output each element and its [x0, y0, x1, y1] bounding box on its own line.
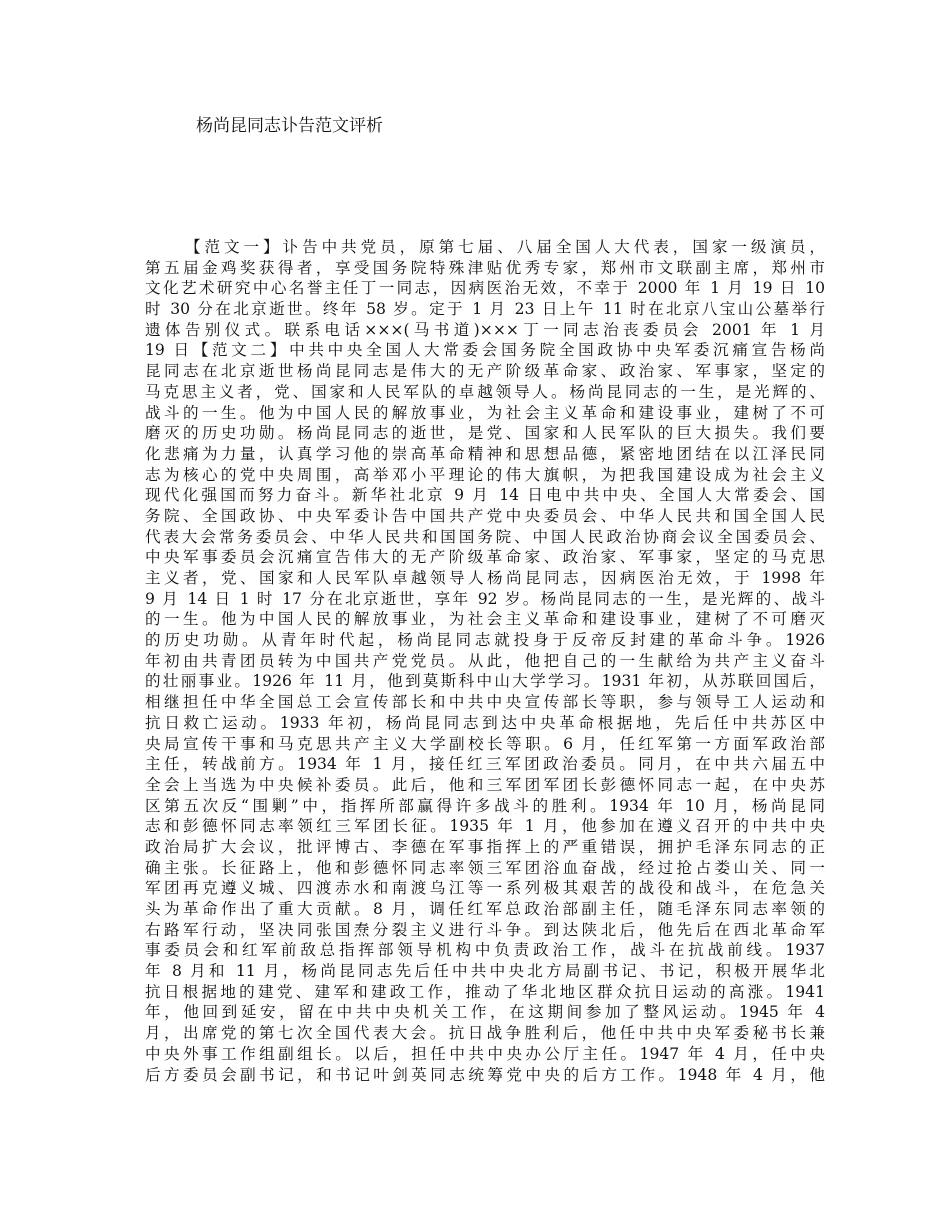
- body-line: 主任，转战前方。1934 年 1 月，接任红三军团政治委员。同月，在中共六届五中: [145, 755, 825, 774]
- body-line: 志为核心的党中央周围，高举邓小平理论的伟大旗帜，为把我国建设成为社会主义: [145, 465, 825, 484]
- body-line: 的历史功勋。从青年时代起，杨尚昆同志就投身于反帝反封建的革命斗争。1926: [145, 631, 825, 650]
- body-line: 年 8 月和 11 月，杨尚昆同志先后任中共中央北方局副书记、书记，积极开展华北: [145, 962, 825, 981]
- body-line: 月，出席党的第七次全国代表大会。抗日战争胜利后，他任中共中央军委秘书长兼: [145, 1024, 825, 1043]
- body-line: 全会上当选为中央候补委员。此后，他和三军团军团长彭德怀同志一起，在中央苏: [145, 775, 825, 794]
- body-line: 9 月 14 日 1 时 17 分在北京逝世，享年 92 岁。杨尚昆同志的一生，是光辉的、战斗: [145, 589, 825, 608]
- body-line: 第五届金鸡奖获得者，享受国务院特殊津贴优秀专家，郑州市文联副主席，郑州市: [145, 258, 825, 277]
- body-line: 中央外事工作组副组长。以后，担任中共中央办公厅主任。1947 年 4 月，任中央: [145, 1044, 825, 1063]
- body-line: 【范文一】讣告中共党员，原第七届、八届全国人大代表，国家一级演员，: [185, 238, 825, 256]
- body-line: 后方委员会副书记，和书记叶剑英同志统筹党中央的后方工作。1948 年 4 月，他: [145, 1065, 825, 1084]
- body-line: 昆同志在北京逝世杨尚昆同志是伟大的无产阶级革命家、政治家、军事家，坚定的: [145, 362, 825, 381]
- body-line: 政治局扩大会议，批评博古、李德在军事指挥上的严重错误，拥护毛泽东同志的正: [145, 837, 825, 856]
- body-line: 遗体告别仪式。联系电话×××(马书道)×××丁一同志治丧委员会 2001 年 1 月: [145, 320, 825, 339]
- body-line: 的一生。他为中国人民的解放事业，为社会主义革命和建设事业，建树了不可磨灭: [145, 610, 825, 629]
- body-line: 事委员会和红军前敌总指挥部领导机构中负责政治工作，战斗在抗战前线。1937: [145, 941, 825, 960]
- body-line: 确主张。长征路上，他和彭德怀同志率领三军团浴血奋战，经过抢占娄山关、同一: [145, 858, 825, 877]
- body-line: 中央军事委员会沉痛宣告伟大的无产阶级革命家、政治家、军事家，坚定的马克思: [145, 548, 825, 567]
- body-line: 化悲痛为力量，认真学习他的崇高革命精神和思想品德，紧密地团结在以江泽民同: [145, 444, 825, 463]
- body-line: 年初由共青团员转为中国共产党党员。从此，他把自己的一生献给为共产主义奋斗: [145, 651, 825, 670]
- document-body: [145, 237, 825, 1085]
- body-line: 头为革命作出了重大贡献。8 月，调任红军总政治部副主任，随毛泽东同志率领的: [145, 900, 825, 918]
- body-line: 马克思主义者，党、国家和人民军队的卓越领导人。杨尚昆同志的一生，是光辉的、: [145, 382, 825, 401]
- body-line: 相继担任中华全国总工会宣传部长和中共中央宣传部长等职，参与领导工人运动和: [145, 693, 825, 712]
- body-line: 抗日救亡运动。1933 年初，杨尚昆同志到达中央革命根据地，先后任中共苏区中: [145, 713, 825, 732]
- body-line: 时 30 分在北京逝世。终年 58 岁。定于 1 月 23 日上午 11 时在北京八宝山公墓举行: [145, 300, 825, 319]
- body-line: 志和彭德怀同志率领红三军团长征。1935 年 1 月，他参加在遵义召开的中共中央: [145, 817, 825, 836]
- body-line: 的壮丽事业。1926 年 11 月，他到莫斯科中山大学学习。1931 年初，从苏联回国后，: [145, 672, 825, 691]
- body-line: 代表大会常务委员会、中华人民共和国国务院、中国人民政治协商会议全国委员会、: [145, 527, 825, 546]
- body-line: 19 日【范文二】中共中央全国人大常委会国务院全国政协中央军委沉痛宣告杨尚: [145, 341, 825, 360]
- body-line: 战斗的一生。他为中国人民的解放事业，为社会主义革命和建设事业，建树了不可: [145, 403, 825, 422]
- body-line: 务院、全国政协、中央军委讣告中国共产党中央委员会、中华人民共和国全国人民: [145, 506, 825, 525]
- body-line: 右路军行动，坚决同张国焘分裂主义进行斗争。到达陕北后，他先后在西北革命军: [145, 920, 825, 939]
- body-line: 抗日根据地的建党、建军和建政工作，推动了华北地区群众抗日运动的高涨。1941: [145, 982, 825, 1001]
- body-line: 磨灭的历史功勋。杨尚昆同志的逝世，是党、国家和人民军队的巨大损失。我们要: [145, 424, 825, 443]
- body-line: 现代化强国而努力奋斗。新华社北京 9 月 14 日电中共中央、全国人大常委会、国: [145, 486, 825, 505]
- body-line: 年，他回到延安，留在中共中央机关工作，在这期间参加了整风运动。1945 年 4: [145, 1003, 825, 1022]
- document-title: 杨尚昆同志讣告范文评析: [196, 116, 383, 136]
- body-line: 文化艺术研究中心名誉主任丁一同志，因病医治无效，不幸于 2000 年 1 月 19 日 10: [145, 279, 825, 298]
- body-line: 区第五次反“围剿”中，指挥所部赢得许多战斗的胜利。1934 年 10 月，杨尚昆同: [145, 796, 825, 815]
- body-line: 军团再克遵义城、四渡赤水和南渡乌江等一系列极其艰苦的战役和战斗，在危急关: [145, 879, 825, 898]
- body-line: 央局宣传干事和马克思共产主义大学副校长等职。6 月，任红军第一方面军政治部: [145, 734, 825, 753]
- body-line: 主义者，党、国家和人民军队卓越领导人杨尚昆同志，因病医治无效，于 1998 年: [145, 569, 825, 587]
